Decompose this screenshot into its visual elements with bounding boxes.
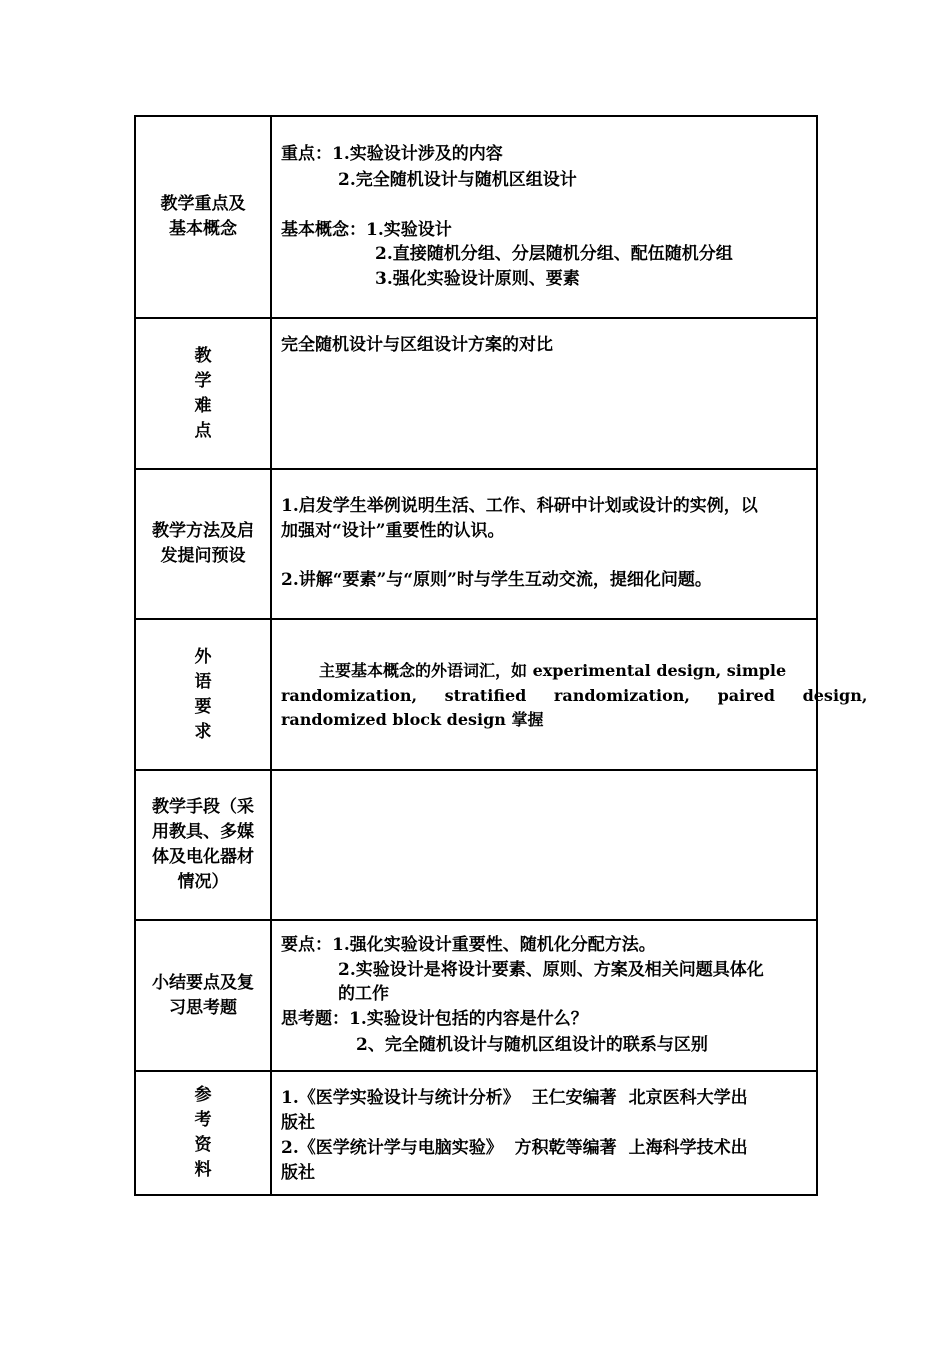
- content-line: randomized block design 掌握: [281, 710, 544, 729]
- label-char: 料: [194, 1160, 212, 1180]
- label-char: 求: [194, 721, 212, 742]
- row-content: [272, 470, 816, 618]
- label-line: 教学重点及: [160, 194, 246, 214]
- content-line: 的工作: [338, 984, 389, 1004]
- label-line: 基本概念: [169, 219, 237, 239]
- content-line: 重点：1.实验设计涉及的内容: [281, 144, 503, 164]
- table-row-foreign-language: [136, 620, 868, 771]
- content-line: 2.《医学统计学与电脑实验》 方积乾等编著 上海科学技术出: [281, 1138, 748, 1158]
- table-row-key-points: [136, 117, 816, 319]
- row-label: [136, 470, 272, 618]
- label-line: 发提问预设: [160, 546, 246, 566]
- row-content: [272, 921, 816, 1070]
- syllabus-table: [134, 115, 868, 1196]
- table-row-summary: [136, 921, 816, 1072]
- content-line: 2.直接随机分组、分层随机分组、配伍随机分组: [375, 244, 733, 264]
- label-char: 参: [194, 1085, 212, 1105]
- label-line: 小结要点及复: [152, 972, 254, 993]
- row-label: [136, 117, 272, 317]
- label-line: 情况）: [177, 872, 229, 892]
- table-row-references: [136, 1072, 816, 1194]
- row-label: [136, 921, 272, 1070]
- label-line: 用教具、多媒: [152, 822, 254, 842]
- content-line: 版社: [281, 1113, 315, 1133]
- label-char: 教: [194, 345, 212, 366]
- content-line: 要点：1.强化实验设计重要性、随机化分配方法。: [281, 935, 656, 955]
- table-row-methods: [136, 470, 816, 620]
- content-line: 主要基本概念的外语词汇，如 experimental design, simple: [319, 661, 787, 680]
- content-line: 版社: [281, 1163, 315, 1183]
- content-line: randomization, stratified randomization, paired design,: [281, 686, 868, 705]
- label-char: 难: [194, 395, 212, 416]
- label-line: 教学方法及启: [152, 521, 254, 541]
- content-line: 2、完全随机设计与随机区组设计的联系与区别: [356, 1035, 708, 1055]
- content-line: 完全随机设计与区组设计方案的对比: [281, 335, 553, 355]
- row-content: [272, 117, 816, 317]
- content-line: 2.讲解“要素”与“原则”时与学生互动交流，提细化问题。: [281, 570, 712, 590]
- row-content-empty: [272, 771, 816, 919]
- row-label: [136, 1072, 272, 1194]
- content-line: 2.实验设计是将设计要素、原则、方案及相关问题具体化: [338, 960, 764, 980]
- label-line: 教学手段（采: [152, 797, 254, 817]
- content-line: 基本概念：1.实验设计: [281, 220, 452, 240]
- content-line: 3.强化实验设计原则、要素: [375, 269, 580, 289]
- content-line: 思考题：1.实验设计包括的内容是什么？: [281, 1009, 588, 1029]
- label-line: 习思考题: [169, 997, 237, 1018]
- table-row-difficulties: [136, 319, 816, 470]
- label-char: 外: [194, 646, 212, 667]
- row-content: [272, 1072, 816, 1194]
- content-line: 1.《医学实验设计与统计分析》 王仁安编著 北京医科大学出: [281, 1088, 748, 1108]
- content-line: 1.启发学生举例说明生活、工作、科研中计划或设计的实例，以: [281, 496, 758, 516]
- label-char: 学: [194, 370, 212, 391]
- label-char: 要: [194, 696, 212, 717]
- label-char: 点: [194, 420, 212, 441]
- row-label: [136, 319, 272, 468]
- row-content: [272, 319, 816, 468]
- label-line: 体及电化器材: [152, 847, 254, 867]
- row-label: [136, 771, 272, 919]
- table-row-teaching-tools: [136, 771, 816, 921]
- label-char: 考: [194, 1110, 212, 1130]
- content-line: 加强对“设计”重要性的认识。: [281, 521, 505, 541]
- label-char: 资: [194, 1135, 212, 1155]
- content-line: 2.完全随机设计与随机区组设计: [338, 170, 577, 190]
- label-char: 语: [194, 671, 212, 692]
- row-label: [136, 620, 272, 769]
- row-content: [272, 620, 868, 769]
